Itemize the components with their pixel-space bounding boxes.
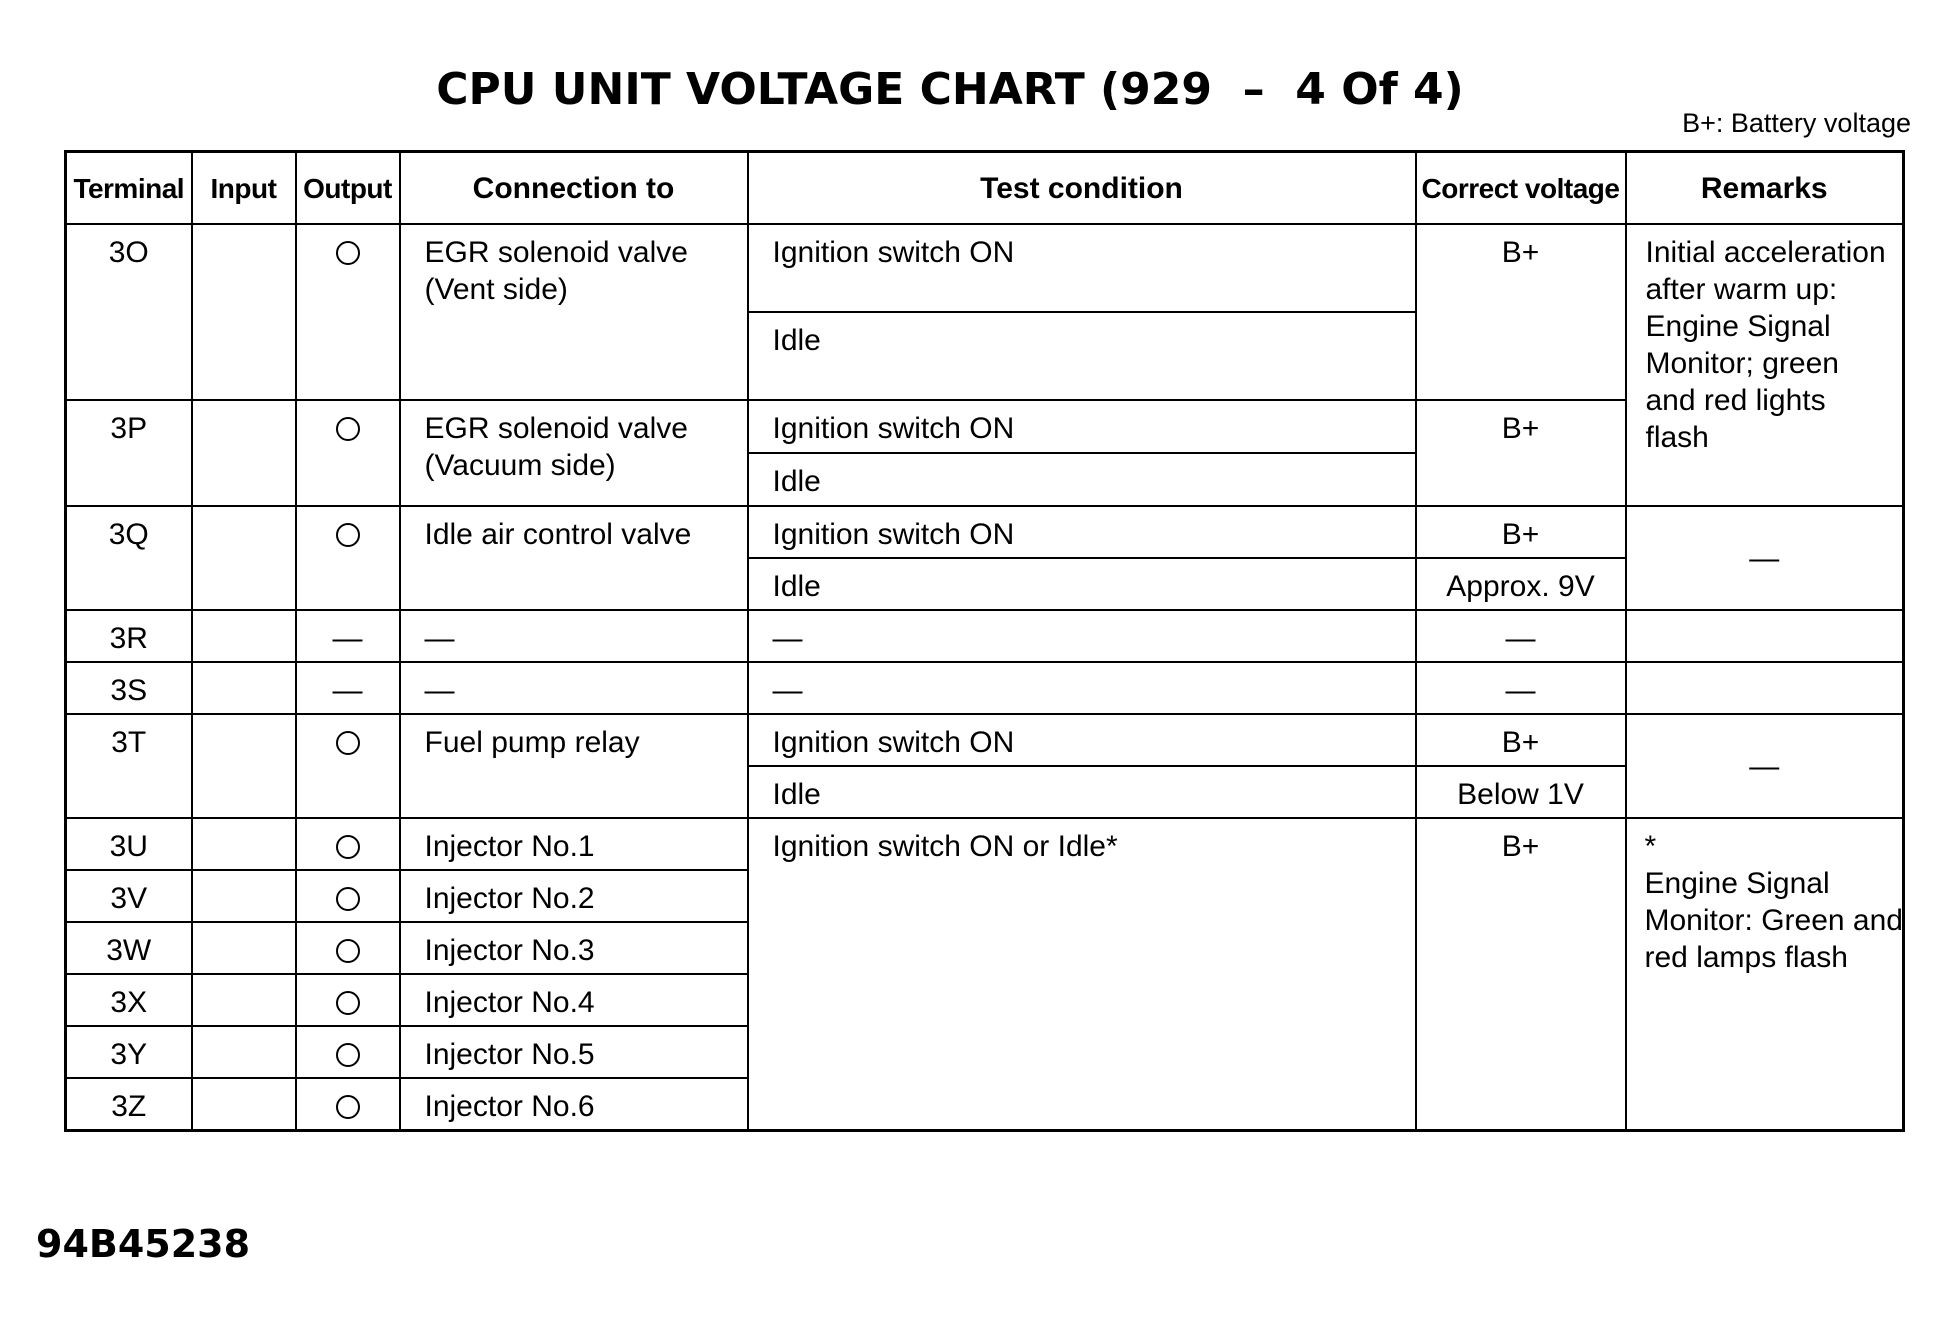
voltage-label: B+ — [1501, 830, 1540, 863]
terminal-cell — [66, 974, 192, 1026]
connection-cell — [400, 818, 748, 870]
header-output: Output — [296, 152, 400, 225]
input-cell — [192, 224, 296, 400]
voltage-label: Below 1V — [1457, 778, 1584, 811]
test-condition-cell — [748, 400, 1416, 453]
remarks-injector — [1627, 819, 1903, 976]
input-cell — [192, 1078, 296, 1131]
connection-label: Fuel pump relay — [424, 726, 640, 759]
test-condition-label: Idle — [772, 465, 821, 498]
output-dash: — — [332, 674, 363, 707]
remarks-cell — [1626, 662, 1904, 714]
output-circle-icon — [336, 991, 360, 1015]
input-cell — [192, 922, 296, 974]
output-circle-icon — [336, 731, 360, 755]
voltage-label: — — [1505, 674, 1536, 707]
connection-label: Injector No.1 — [424, 830, 595, 863]
input-cell — [192, 610, 296, 662]
output-circle-icon — [336, 887, 360, 911]
voltage-cell — [1416, 558, 1626, 610]
output-cell — [296, 610, 400, 662]
input-cell — [192, 818, 296, 870]
terminal-label: 3Q — [108, 518, 149, 551]
remarks-injector-text: Engine Signal Monitor: Green and red lamps flash — [1644, 867, 1903, 974]
connection-cell — [400, 224, 748, 400]
connection-label: — — [424, 674, 455, 707]
terminal-cell — [66, 922, 192, 974]
terminal-label: 3W — [106, 934, 152, 967]
battery-voltage-note: B+: Battery voltage — [1682, 108, 1911, 138]
output-cell — [296, 974, 400, 1026]
table-row — [66, 662, 1904, 714]
remarks-cell — [1626, 506, 1904, 610]
terminal-label: 3V — [110, 882, 148, 915]
terminal-cell — [66, 506, 192, 610]
voltage-cell — [1416, 224, 1626, 400]
header-remarks: Remarks — [1626, 152, 1904, 225]
connection-cell — [400, 870, 748, 922]
test-condition-cell — [748, 662, 1416, 714]
chart-title: CPU UNIT VOLTAGE CHART (929 – 4 Of 4) — [436, 64, 1464, 115]
remarks-dash: — — [1749, 541, 1780, 575]
document-id: 94B45238 — [36, 1222, 251, 1266]
connection-label: Injector No.6 — [424, 1090, 595, 1123]
voltage-cell — [1416, 714, 1626, 766]
connection-label: Injector No.3 — [424, 934, 595, 967]
terminal-label: 3Z — [111, 1090, 147, 1123]
terminal-label: 3R — [109, 622, 148, 655]
connection-label: EGR solenoid valve (Vent side) — [424, 236, 688, 306]
connection-label: Injector No.5 — [424, 1038, 595, 1071]
terminal-cell — [66, 714, 192, 818]
test-condition-label: Idle — [772, 778, 821, 811]
connection-cell — [400, 922, 748, 974]
remarks-cell — [1626, 224, 1904, 506]
voltage-table-container — [64, 150, 1902, 1132]
terminal-cell — [66, 224, 192, 400]
output-circle-icon — [336, 241, 360, 265]
connection-label: — — [424, 622, 455, 655]
test-condition-label: Ignition switch ON — [772, 518, 1015, 551]
asterisk-marker: * — [1644, 830, 1657, 863]
remarks-dash: — — [1749, 749, 1780, 783]
terminal-cell — [66, 400, 192, 506]
test-condition-cell — [748, 506, 1416, 558]
terminal-label: 3X — [110, 986, 148, 1019]
test-condition-cell — [748, 714, 1416, 766]
table-row — [66, 714, 1904, 766]
terminal-label: 3T — [111, 726, 147, 759]
connection-cell — [400, 974, 748, 1026]
voltage-cell — [1416, 662, 1626, 714]
connection-cell — [400, 610, 748, 662]
test-condition-label: — — [772, 674, 803, 707]
table-row — [66, 224, 1904, 312]
output-cell — [296, 870, 400, 922]
terminal-cell — [66, 1026, 192, 1078]
header-connection: Connection to — [400, 152, 748, 225]
input-cell — [192, 662, 296, 714]
connection-label: Injector No.4 — [424, 986, 595, 1019]
test-condition-cell — [748, 610, 1416, 662]
test-condition-label: — — [772, 622, 803, 655]
input-cell — [192, 1026, 296, 1078]
output-cell — [296, 662, 400, 714]
output-cell — [296, 506, 400, 610]
output-dash: — — [332, 622, 363, 655]
input-cell — [192, 974, 296, 1026]
connection-cell — [400, 662, 748, 714]
test-condition-label: Ignition switch ON — [772, 412, 1015, 445]
output-cell — [296, 1078, 400, 1131]
terminal-cell — [66, 1078, 192, 1131]
table-row — [66, 818, 1904, 870]
output-circle-icon — [336, 1095, 360, 1119]
voltage-table — [64, 150, 1905, 1132]
connection-cell — [400, 1026, 748, 1078]
connection-cell — [400, 714, 748, 818]
test-condition-label: Ignition switch ON or Idle* — [772, 830, 1118, 863]
output-circle-icon — [336, 523, 360, 547]
output-cell — [296, 400, 400, 506]
terminal-cell — [66, 610, 192, 662]
output-cell — [296, 922, 400, 974]
terminal-cell — [66, 870, 192, 922]
output-circle-icon — [336, 835, 360, 859]
output-circle-icon — [336, 1043, 360, 1067]
remarks-cell — [1626, 714, 1904, 818]
remarks-egr: Initial acceleration after warm up: Engine Signal Monitor; green and red lights flash — [1645, 236, 1886, 454]
voltage-cell — [1416, 766, 1626, 818]
connection-cell — [400, 506, 748, 610]
terminal-label: 3U — [109, 830, 148, 863]
terminal-label: 3O — [108, 236, 149, 269]
header-test-condition: Test condition — [748, 152, 1416, 225]
output-cell — [296, 1026, 400, 1078]
test-condition-cell — [748, 818, 1416, 1131]
voltage-label: B+ — [1501, 726, 1540, 759]
terminal-label: 3Y — [110, 1038, 148, 1071]
voltage-label: Approx. 9V — [1446, 570, 1595, 603]
test-condition-label: Ignition switch ON — [772, 236, 1015, 269]
connection-label: EGR solenoid valve (Vacuum side) — [424, 412, 688, 482]
voltage-cell — [1416, 506, 1626, 558]
test-condition-label: Idle — [772, 570, 821, 603]
test-condition-cell — [748, 558, 1416, 610]
header-input: Input — [192, 152, 296, 225]
output-cell — [296, 714, 400, 818]
voltage-label: B+ — [1501, 236, 1540, 269]
output-circle-icon — [336, 417, 360, 441]
header-terminal: Terminal — [66, 152, 192, 225]
input-cell — [192, 400, 296, 506]
output-cell — [296, 224, 400, 400]
header-correct-voltage: Correct voltage — [1416, 152, 1626, 225]
input-cell — [192, 714, 296, 818]
connection-label: Idle air control valve — [424, 518, 692, 551]
remarks-cell — [1626, 818, 1904, 1131]
voltage-label: B+ — [1501, 518, 1540, 551]
test-condition-cell — [748, 224, 1416, 312]
connection-cell — [400, 1078, 748, 1131]
table-row — [66, 610, 1904, 662]
input-cell — [192, 506, 296, 610]
voltage-cell — [1416, 400, 1626, 506]
header-row — [66, 152, 1904, 225]
terminal-label: 3S — [110, 674, 148, 707]
voltage-cell — [1416, 818, 1626, 1131]
test-condition-label: Idle — [772, 324, 821, 357]
output-cell — [296, 818, 400, 870]
output-circle-icon — [336, 939, 360, 963]
test-condition-label: Ignition switch ON — [772, 726, 1015, 759]
terminal-label: 3P — [110, 412, 148, 445]
connection-cell — [400, 400, 748, 506]
voltage-label: B+ — [1501, 412, 1540, 445]
voltage-label: — — [1505, 622, 1536, 655]
remarks-cell — [1626, 610, 1904, 662]
table-row — [66, 506, 1904, 558]
test-condition-cell — [748, 766, 1416, 818]
input-cell — [192, 870, 296, 922]
connection-label: Injector No.2 — [424, 882, 595, 915]
terminal-cell — [66, 662, 192, 714]
terminal-cell — [66, 818, 192, 870]
test-condition-cell — [748, 453, 1416, 506]
test-condition-cell — [748, 312, 1416, 400]
voltage-cell — [1416, 610, 1626, 662]
